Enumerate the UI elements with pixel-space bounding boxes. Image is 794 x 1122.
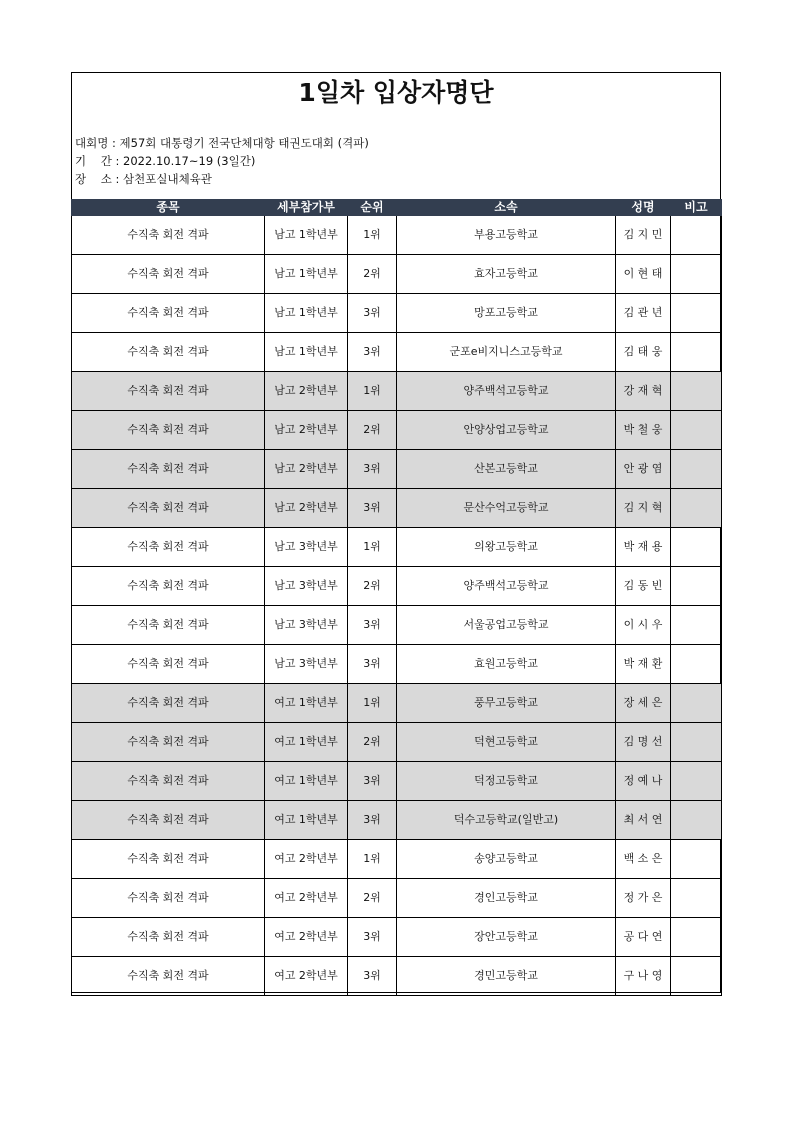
cell-division: 남고 1학년부: [265, 216, 348, 255]
cell-rank: 1위: [348, 216, 397, 255]
cell-note: [671, 957, 722, 996]
cell-name: 이 시 우: [616, 606, 671, 645]
cell-name: 박 철 웅: [616, 411, 671, 450]
cell-school: 의왕고등학교: [397, 528, 616, 567]
cell-note: [671, 294, 722, 333]
cell-school: 풍무고등학교: [397, 684, 616, 723]
cell-division: 남고 3학년부: [265, 567, 348, 606]
cell-rank: 1위: [348, 684, 397, 723]
cell-rank: 2위: [348, 567, 397, 606]
table-row: [72, 216, 722, 255]
cell-event: 수직축 회전 격파: [72, 762, 265, 801]
table-row: [72, 489, 722, 528]
table-row: [72, 918, 722, 957]
cell-event: 수직축 회전 격파: [72, 411, 265, 450]
table-row: [72, 333, 722, 372]
cell-school: 서울공업고등학교: [397, 606, 616, 645]
cell-division: 여고 2학년부: [265, 957, 348, 996]
winners-table: [71, 199, 722, 996]
cell-event: 수직축 회전 격파: [72, 216, 265, 255]
cell-rank: 3위: [348, 489, 397, 528]
cell-division: 여고 1학년부: [265, 762, 348, 801]
cell-event: 수직축 회전 격파: [72, 645, 265, 684]
cell-event: 수직축 회전 격파: [72, 606, 265, 645]
cell-name: 김 동 빈: [616, 567, 671, 606]
cell-event: 수직축 회전 격파: [72, 489, 265, 528]
table-row: [72, 606, 722, 645]
cell-school: 경민고등학교: [397, 957, 616, 996]
cell-rank: 1위: [348, 528, 397, 567]
venue-line: 장 소 : 삼천포실내체육관: [75, 172, 212, 186]
table-row: [72, 411, 722, 450]
cell-division: 남고 2학년부: [265, 372, 348, 411]
cell-rank: 3위: [348, 645, 397, 684]
cell-note: [671, 840, 722, 879]
cell-division: 남고 3학년부: [265, 645, 348, 684]
cell-note: [671, 411, 722, 450]
table-row: [72, 957, 722, 996]
cell-name: 김 명 선: [616, 723, 671, 762]
table-row: [72, 294, 722, 333]
cell-event: 수직축 회전 격파: [72, 294, 265, 333]
cell-note: [671, 255, 722, 294]
cell-school: 양주백석고등학교: [397, 567, 616, 606]
cell-event: 수직축 회전 격파: [72, 255, 265, 294]
cell-event: 수직축 회전 격파: [72, 567, 265, 606]
cell-rank: 3위: [348, 801, 397, 840]
cell-note: [671, 216, 722, 255]
document-sheet: [71, 72, 721, 993]
cell-school: 덕현고등학교: [397, 723, 616, 762]
cell-division: 남고 2학년부: [265, 411, 348, 450]
column-header-event: 종목: [72, 200, 265, 216]
cell-division: 남고 2학년부: [265, 489, 348, 528]
cell-school: 산본고등학교: [397, 450, 616, 489]
cell-rank: 3위: [348, 333, 397, 372]
period-line: 기 간 : 2022.10.17~19 (3일간): [75, 154, 256, 168]
cell-event: 수직축 회전 격파: [72, 372, 265, 411]
cell-division: 여고 2학년부: [265, 840, 348, 879]
page-title: 1일차 입상자명단: [298, 78, 494, 107]
cell-school: 군포e비지니스고등학교: [397, 333, 616, 372]
cell-school: 효자고등학교: [397, 255, 616, 294]
cell-school: 부용고등학교: [397, 216, 616, 255]
table-row: [72, 723, 722, 762]
cell-division: 남고 1학년부: [265, 333, 348, 372]
cell-note: [671, 450, 722, 489]
cell-note: [671, 801, 722, 840]
cell-rank: 2위: [348, 723, 397, 762]
cell-rank: 3위: [348, 957, 397, 996]
column-header-name: 성명: [616, 200, 671, 216]
cell-name: 강 재 혁: [616, 372, 671, 411]
cell-note: [671, 333, 722, 372]
cell-event: 수직축 회전 격파: [72, 450, 265, 489]
cell-school: 장안고등학교: [397, 918, 616, 957]
table-body: [72, 216, 722, 996]
cell-note: [671, 918, 722, 957]
cell-rank: 3위: [348, 606, 397, 645]
table-row: [72, 450, 722, 489]
cell-event: 수직축 회전 격파: [72, 879, 265, 918]
cell-name: 최 서 연: [616, 801, 671, 840]
cell-event: 수직축 회전 격파: [72, 918, 265, 957]
cell-name: 백 소 은: [616, 840, 671, 879]
cell-school: 망포고등학교: [397, 294, 616, 333]
cell-rank: 2위: [348, 879, 397, 918]
cell-school: 덕수고등학교(일반고): [397, 801, 616, 840]
cell-rank: 2위: [348, 255, 397, 294]
column-header-rank: 순위: [348, 200, 397, 216]
column-header-division: 세부참가부: [265, 200, 348, 216]
cell-note: [671, 489, 722, 528]
cell-school: 효원고등학교: [397, 645, 616, 684]
cell-event: 수직축 회전 격파: [72, 840, 265, 879]
table-row: [72, 684, 722, 723]
cell-note: [671, 606, 722, 645]
table-row: [72, 645, 722, 684]
cell-name: 안 광 염: [616, 450, 671, 489]
cell-name: 박 재 용: [616, 528, 671, 567]
cell-division: 남고 3학년부: [265, 606, 348, 645]
cell-note: [671, 879, 722, 918]
table-row: [72, 372, 722, 411]
cell-note: [671, 762, 722, 801]
cell-note: [671, 645, 722, 684]
cell-school: 송양고등학교: [397, 840, 616, 879]
cell-event: 수직축 회전 격파: [72, 528, 265, 567]
cell-name: 박 재 환: [616, 645, 671, 684]
cell-division: 남고 1학년부: [265, 294, 348, 333]
cell-name: 김 지 혁: [616, 489, 671, 528]
cell-division: 여고 1학년부: [265, 684, 348, 723]
cell-rank: 3위: [348, 450, 397, 489]
cell-name: 정 가 은: [616, 879, 671, 918]
cell-rank: 1위: [348, 840, 397, 879]
cell-note: [671, 528, 722, 567]
cell-division: 여고 1학년부: [265, 801, 348, 840]
cell-event: 수직축 회전 격파: [72, 723, 265, 762]
event-name-line: 대회명 : 제57회 대통령기 전국단체대항 태권도대회 (격파): [75, 136, 369, 150]
cell-rank: 2위: [348, 411, 397, 450]
table-row: [72, 255, 722, 294]
table-header-row: [72, 200, 722, 216]
cell-school: 양주백석고등학교: [397, 372, 616, 411]
cell-division: 여고 2학년부: [265, 879, 348, 918]
cell-note: [671, 684, 722, 723]
cell-rank: 1위: [348, 372, 397, 411]
cell-event: 수직축 회전 격파: [72, 957, 265, 996]
cell-school: 덕정고등학교: [397, 762, 616, 801]
cell-rank: 3위: [348, 918, 397, 957]
table-row: [72, 528, 722, 567]
cell-name: 정 예 나: [616, 762, 671, 801]
cell-school: 안양상업고등학교: [397, 411, 616, 450]
cell-name: 장 세 은: [616, 684, 671, 723]
cell-division: 여고 1학년부: [265, 723, 348, 762]
table-row: [72, 801, 722, 840]
cell-event: 수직축 회전 격파: [72, 333, 265, 372]
cell-note: [671, 723, 722, 762]
cell-event: 수직축 회전 격파: [72, 684, 265, 723]
table-row: [72, 567, 722, 606]
cell-division: 남고 3학년부: [265, 528, 348, 567]
cell-name: 김 태 웅: [616, 333, 671, 372]
cell-note: [671, 372, 722, 411]
cell-event: 수직축 회전 격파: [72, 801, 265, 840]
cell-note: [671, 567, 722, 606]
cell-division: 남고 2학년부: [265, 450, 348, 489]
cell-name: 이 현 태: [616, 255, 671, 294]
cell-name: 공 다 연: [616, 918, 671, 957]
table-row: [72, 840, 722, 879]
table-row: [72, 762, 722, 801]
cell-division: 여고 2학년부: [265, 918, 348, 957]
cell-rank: 3위: [348, 294, 397, 333]
cell-division: 남고 1학년부: [265, 255, 348, 294]
cell-name: 김 지 민: [616, 216, 671, 255]
cell-name: 김 관 년: [616, 294, 671, 333]
cell-school: 문산수억고등학교: [397, 489, 616, 528]
column-header-school: 소속: [397, 200, 616, 216]
cell-school: 경인고등학교: [397, 879, 616, 918]
table-row: [72, 879, 722, 918]
column-header-note: 비고: [671, 200, 722, 216]
cell-rank: 3위: [348, 762, 397, 801]
cell-name: 구 나 영: [616, 957, 671, 996]
